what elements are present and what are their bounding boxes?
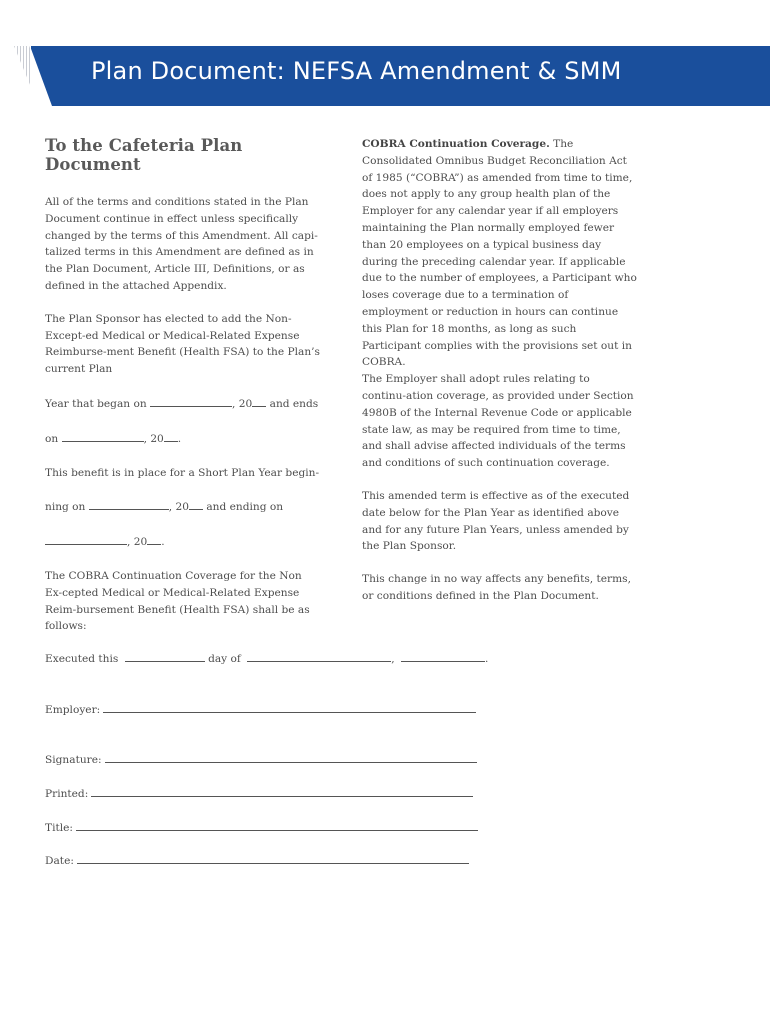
short-plan-year-line: This benefit is in place for a Short Plan Year begin- (45, 466, 320, 479)
no-change-paragraph: This change in no way affects any benefits, terms, or conditions defined in the Plan Document. (362, 573, 631, 602)
year-ends-year-field[interactable] (164, 430, 178, 442)
short-year-end-line: , 20 . (45, 533, 320, 551)
employer-line: Employer: (45, 701, 476, 716)
year-began-date-field[interactable] (150, 395, 232, 407)
header-banner (0, 46, 770, 106)
intro-paragraph: All of the terms and conditions stated in the Plan Document continue in effect unless specifically changed by the terms of this Amendment. All capi-talized terms in this Amendment are defined as in the Plan Document, Article III, Definitions, or as defined in the attached Appendix. (45, 196, 318, 292)
left-column (45, 136, 320, 635)
short-year-begin-date-field[interactable] (89, 498, 169, 510)
year-began-year-field[interactable] (252, 395, 266, 407)
plan-sponsor-paragraph: The Plan Sponsor has elected to add the Non-Except-ed Medical or Medical-Related Expense Reimburse-ment Benefit (Health FSA) to the Plan’s current Plan (45, 312, 320, 376)
employer-field[interactable] (103, 701, 476, 713)
signature-field[interactable] (105, 751, 477, 763)
date-line: Date: (45, 852, 469, 867)
cobra-paragraph: COBRA Continuation Coverage. The Consolidated Omnibus Budget Reconciliation Act of 1985 (“COBRA”) as amended from time to time, does not apply to any group health plan of the Employer for any calendar year if all employers maintaining the Plan normally employed fewer than 20 employees on a typical business day during the preceding calendar year. If applicable due to the number of employees, a Participant who loses coverage due to a termination of employment or reduction in hours can continue this Plan for 18 months, as long as such Participant complies with the provisions set out in COBRA. (362, 138, 637, 369)
right-column (362, 136, 637, 605)
executed-day-field[interactable] (125, 650, 205, 662)
year-began-line: Year that began on , 20 and ends (45, 395, 320, 413)
executed-line: Executed this day of , . (45, 650, 488, 665)
cobra-coverage-paragraph: The COBRA Continuation Coverage for the Non Ex-cepted Medical or Medical-Related Expense Reim-bursement Benefit (Health FSA) shall be as follows: (45, 569, 310, 633)
title-line: Title: (45, 819, 478, 834)
short-year-end-date-field[interactable] (45, 533, 127, 545)
year-ends-date-field[interactable] (62, 430, 144, 442)
section-heading: To the Cafeteria Plan Document (45, 136, 243, 174)
signature-line: Signature: (45, 751, 477, 766)
title-field[interactable] (76, 819, 478, 831)
continuation-rules-paragraph: The Employer shall adopt rules relating to continu-ation coverage, as provided under Section 4980B of the Internal Revenue Code or applicable state law, as may be required from time to time, and shall advise affected individuals of the terms and conditions of such continuation coverage. (362, 373, 634, 470)
effective-date-paragraph: This amended term is effective as of the executed date below for the Plan Year as identified above and for any future Plan Years, unless amended by the Plan Sponsor. (362, 489, 630, 553)
short-year-end-year-field[interactable] (147, 533, 161, 545)
cobra-lead: COBRA Continuation Coverage. (362, 138, 550, 150)
executed-month-field[interactable] (247, 650, 391, 662)
date-field[interactable] (77, 852, 469, 864)
short-year-begin-year-field[interactable] (189, 498, 203, 510)
short-year-begin-line: ning on , 20 and ending on (45, 498, 320, 516)
year-ends-line: on , 20 . (45, 430, 320, 448)
printed-line: Printed: (45, 785, 473, 800)
page-title: Plan Document: NEFSA Amendment & SMM (91, 57, 622, 85)
executed-year-field[interactable] (401, 650, 485, 662)
printed-name-field[interactable] (91, 785, 473, 797)
